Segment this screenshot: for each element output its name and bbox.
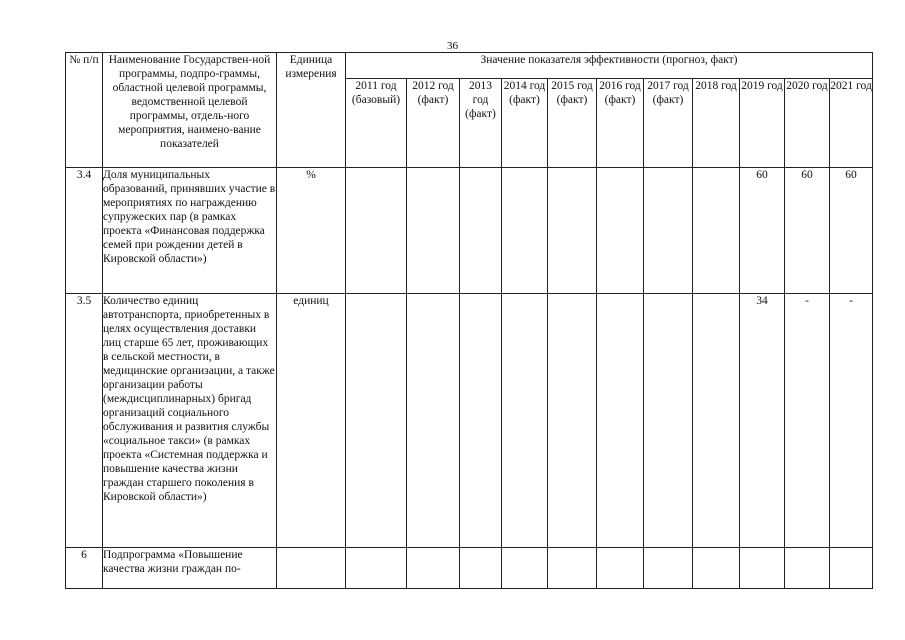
header-group: Значение показателя эффективности (прогноз, факт) <box>346 53 873 79</box>
row-value <box>548 294 597 548</box>
row-value <box>597 548 644 589</box>
year-header: 2011 год (базовый) <box>346 79 407 168</box>
row-value <box>502 168 548 294</box>
row-unit: % <box>277 168 346 294</box>
table-header-row <box>66 53 873 79</box>
row-value: 60 <box>740 168 785 294</box>
header-name: Наименование Государствен-ной программы, подпро-граммы, областной целевой программы, ведомственной целевой программы, отдель-ного мероприятия, наимено-вание показателей <box>103 53 277 168</box>
row-value <box>597 294 644 548</box>
header-num: № п/п <box>66 53 103 168</box>
row-value: - <box>785 294 830 548</box>
row-value <box>644 168 693 294</box>
row-name: Доля муниципальных образований, принявших участие в мероприятиях по награждению супружеских пар (в рамках проекта «Финансовая поддержка семей при рождении детей в Кировской области») <box>103 168 277 294</box>
row-unit: единиц <box>277 294 346 548</box>
row-num: 3.4 <box>66 168 103 294</box>
row-value <box>693 548 740 589</box>
row-value <box>644 294 693 548</box>
year-header: 2014 год (факт) <box>502 79 548 168</box>
row-value <box>502 294 548 548</box>
row-value <box>460 294 502 548</box>
row-name: Количество единиц автотранспорта, приобретенных в целях осуществления доставки лиц старше 65 лет, проживающих в сельской местности, в медицинские организации, а также организации работы (междисциплинарных) бригад организаций социального обслуживания и развития службы «социальное такси» (в рамках проекта «Системная поддержка и повышение качества жизни граждан старшего поколения в Кировской области») <box>103 294 277 548</box>
year-header: 2021 год <box>830 79 873 168</box>
page-number: 36 <box>447 40 458 52</box>
row-value: 60 <box>830 168 873 294</box>
row-value <box>407 168 460 294</box>
row-value <box>548 168 597 294</box>
row-value <box>346 168 407 294</box>
indicators-table <box>65 52 873 589</box>
row-unit <box>277 548 346 589</box>
table-row <box>66 168 873 294</box>
row-num: 3.5 <box>66 294 103 548</box>
year-header: 2019 год <box>740 79 785 168</box>
row-value <box>740 548 785 589</box>
year-header: 2015 год (факт) <box>548 79 597 168</box>
row-value <box>407 294 460 548</box>
year-header: 2018 год <box>693 79 740 168</box>
row-num: 6 <box>66 548 103 589</box>
row-value <box>407 548 460 589</box>
row-value <box>693 168 740 294</box>
row-value <box>346 294 407 548</box>
year-header: 2013 год (факт) <box>460 79 502 168</box>
row-name: Подпрограмма «Повышение качества жизни граждан по- <box>103 548 277 589</box>
row-value <box>644 548 693 589</box>
row-value <box>346 548 407 589</box>
row-value <box>785 548 830 589</box>
row-value: - <box>830 294 873 548</box>
header-unit: Единица измерения <box>277 53 346 168</box>
table-row <box>66 294 873 548</box>
row-value <box>597 168 644 294</box>
row-value <box>693 294 740 548</box>
row-value <box>460 168 502 294</box>
year-header: 2012 год (факт) <box>407 79 460 168</box>
row-value <box>460 548 502 589</box>
row-value <box>502 548 548 589</box>
table-row <box>66 548 873 589</box>
row-value <box>548 548 597 589</box>
year-header: 2020 год <box>785 79 830 168</box>
year-header: 2017 год (факт) <box>644 79 693 168</box>
row-value <box>830 548 873 589</box>
row-value: 34 <box>740 294 785 548</box>
year-header: 2016 год (факт) <box>597 79 644 168</box>
row-value: 60 <box>785 168 830 294</box>
